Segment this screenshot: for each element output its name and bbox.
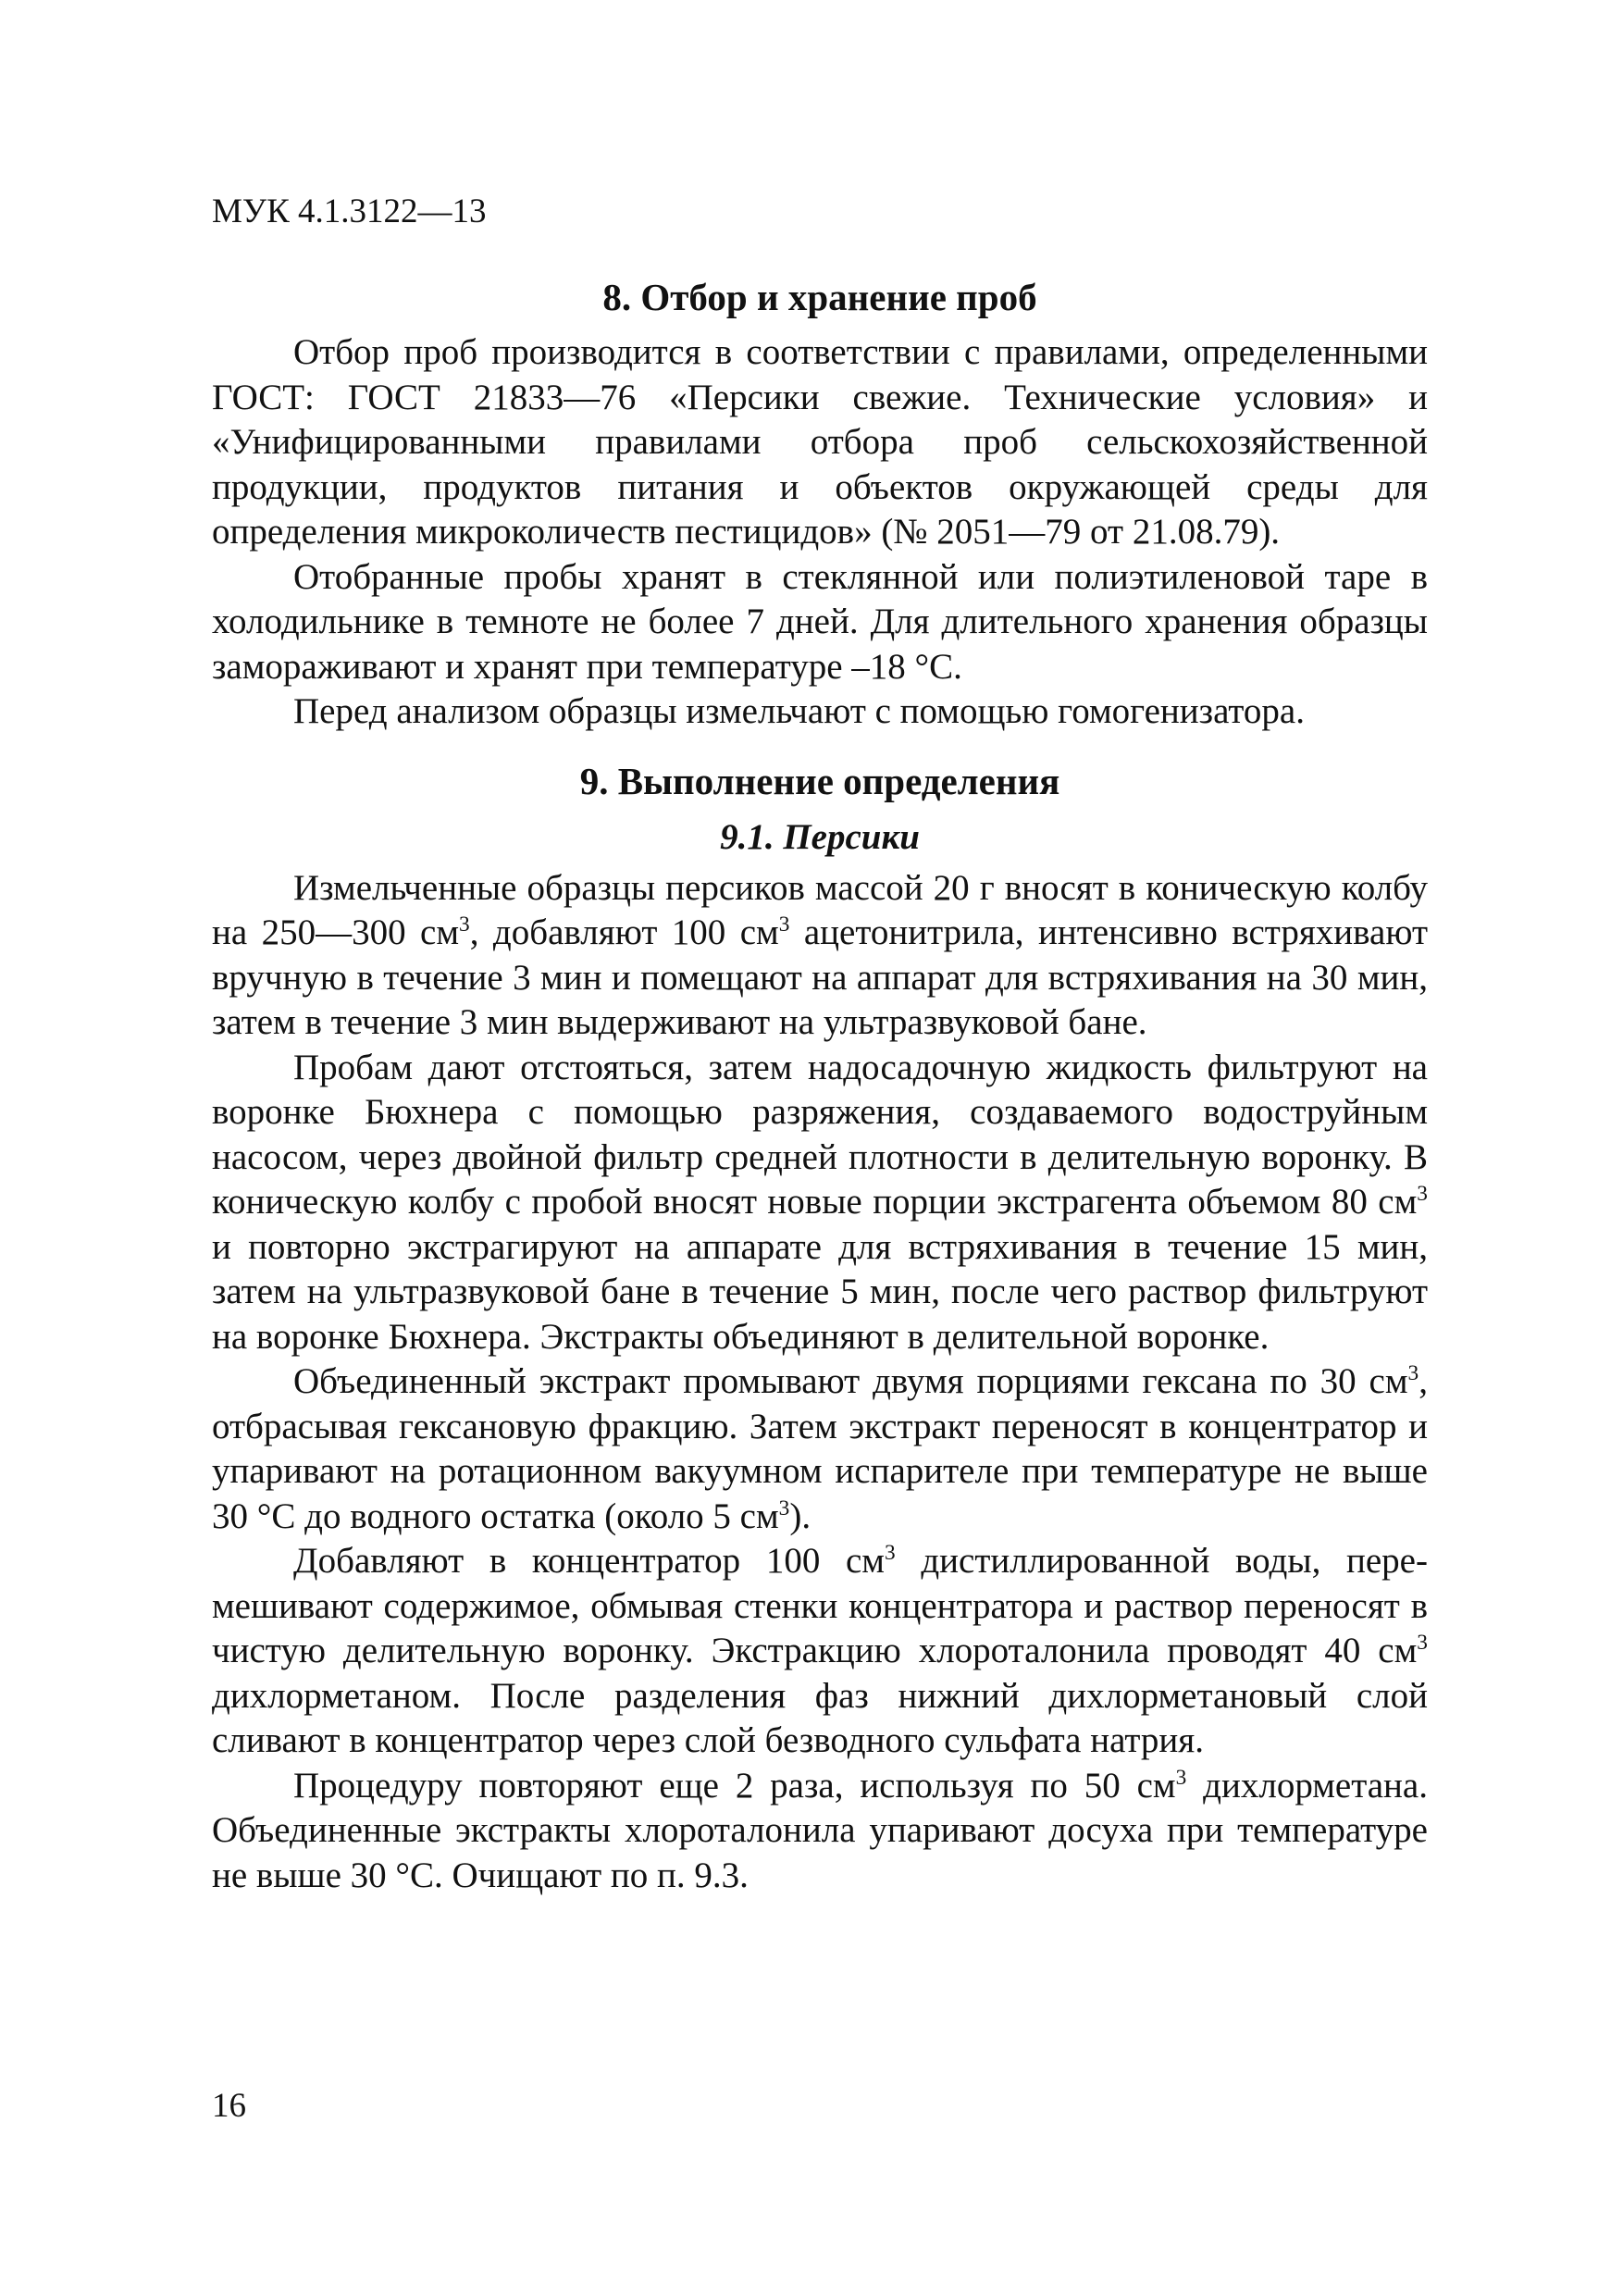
- superscript: 3: [884, 1541, 896, 1565]
- text-run: , добавляют 100 см: [469, 912, 779, 952]
- section-9-paragraph-4: [212, 1539, 1428, 1764]
- text-run: Процедуру повторяют еще 2 раза, используя по 50 см: [293, 1765, 1176, 1806]
- text-run: и повторно экстрагируют на аппарате для встряхивания в течение 15 мин, затем на ультразвуковой бане в течение 5 мин, после чего раствор фильтруют на воронке Бюхнера. Экстракты объединяют в делительной воронке.: [212, 1226, 1428, 1357]
- superscript: 3: [1417, 1182, 1428, 1206]
- superscript: 3: [778, 912, 790, 937]
- superscript: 3: [459, 912, 470, 937]
- section-8-paragraph-2: Отобранные пробы хранят в стеклянной или полиэтиленовой таре в холодильнике в темноте не более 7 дней. Для длительного хранения образцы замораживают и хранят при температуре –18 °C.: [212, 556, 1428, 687]
- section-9-paragraph-3: [212, 1359, 1428, 1539]
- section-9-title: 9. Выполнение определения: [579, 759, 1060, 802]
- section-8-paragraph-1: Отбор проб производится в соответствии с правилами, определенными ГОСТ: ГОСТ 21833—76 «Персики свежие. Технические условия» и «Унифицированными правилами отбора проб сельскохозяйственной продукции, продуктов питания и объектов окружающей среды для определения микроколичеств пестицидов» (№ 2051—79 от 21.08.79).: [212, 332, 1428, 552]
- superscript: 3: [1407, 1361, 1419, 1385]
- text-run: дихлорметана. Объединенные экстракты хлороталонила упаривают досуха при температуре не выше 30 °C. Очищают по п. 9.3.: [212, 1765, 1428, 1895]
- page-number: 16: [212, 2087, 246, 2125]
- text-run: , отбрасывая гексановую фракцию. Затем экстракт переносят в концентратор и упаривают на ротационном вакуумном испарителе при температуре не выше 30 °C до водного остатка (около 5 см: [212, 1361, 1428, 1536]
- page-content: [212, 273, 1428, 1898]
- text-run: Измельченные образцы персиков массой 20 г вносят в коническую колбу на 250—300 см: [212, 867, 1428, 952]
- section-9-paragraph-5: [212, 1764, 1428, 1899]
- superscript: 3: [1175, 1765, 1187, 1790]
- text-run: Добавляют в концентратор 100 см: [293, 1541, 885, 1581]
- section-9-paragraph-2: [212, 1046, 1428, 1360]
- section-9-paragraph-1: [212, 866, 1428, 1046]
- text-run: дихлорметаном. После разделения фаз нижний дихлорметановый слой сливают в концентратор через слой безводного сульфата натрия.: [212, 1675, 1428, 1760]
- section-8-paragraph-3: Перед анализом образцы измельчают с помощью гомогенизатора.: [293, 691, 1305, 731]
- section-8-title: 8. Отбор и хранение проб: [602, 276, 1037, 318]
- running-head: МУК 4.1.3122—13: [212, 192, 487, 230]
- text-run: Объединенный экстракт промывают двумя порциями гексана по 30 см: [293, 1361, 1408, 1401]
- subsection-9-1-title: 9.1. Персики: [720, 816, 920, 857]
- text-run: дистиллированной воды, перемешивают содержимое, обмывая стенки концентратора и раствор переносят в чистую делительную воронку. Экстракцию хлороталонила проводят 40 см: [212, 1541, 1428, 1670]
- superscript: 3: [778, 1496, 790, 1520]
- text-run: ацетонитрила, интенсивно встряхивают вручную в течение 3 мин и помещают на аппарат для встряхивания на 30 мин, затем в течение 3 мин выдерживают на ультразвуковой бане.: [212, 912, 1429, 1042]
- text-run: Пробам дают отстояться, затем надосадочную жидкость фильтруют на воронке Бюхнера с помощью разряжения, создаваемого водоструйным насосом, через двойной фильтр средней плотности в делительную воронку. В коническую колбу с пробой вносят новые порции экстрагента объемом 80 см: [212, 1047, 1428, 1222]
- text-run: ).: [789, 1496, 812, 1536]
- superscript: 3: [1417, 1631, 1428, 1655]
